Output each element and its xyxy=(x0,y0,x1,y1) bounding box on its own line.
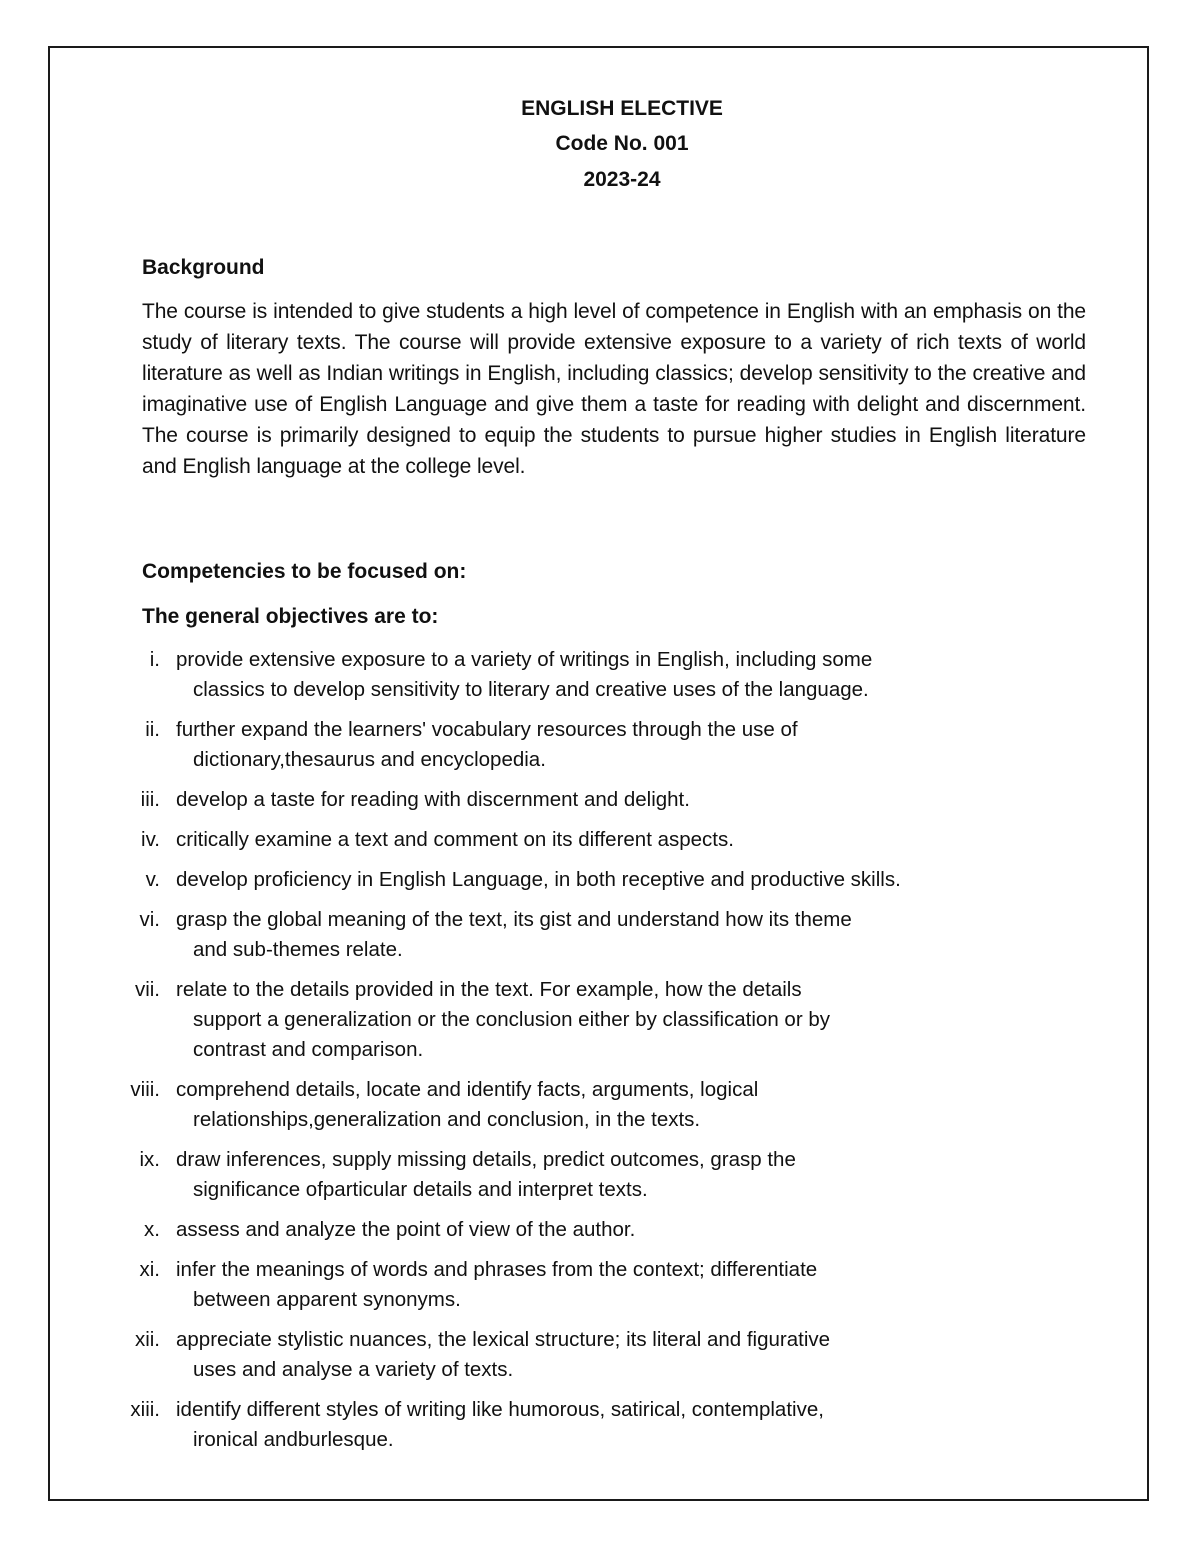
objective-item xyxy=(0,1395,1200,1455)
objective-text xyxy=(176,1215,976,1245)
objective-line: support a generalization or the conclusion either by classification or by xyxy=(193,1008,830,1031)
objective-number: v. xyxy=(145,868,160,891)
objective-number: ii. xyxy=(145,718,160,741)
objective-line: relationships,generalization and conclusion, in the texts. xyxy=(193,1108,701,1131)
objective-number: vi. xyxy=(139,908,160,931)
objective-line: identify different styles of writing like humorous, satirical, contemplative, xyxy=(176,1398,824,1421)
objective-line: provide extensive exposure to a variety of writings in English, including some xyxy=(176,648,873,671)
objective-line: infer the meanings of words and phrases from the context; differentiate xyxy=(176,1258,818,1281)
objective-number: vii. xyxy=(134,978,160,1001)
objective-item xyxy=(0,905,1200,965)
objective-item xyxy=(0,1075,1200,1135)
background-heading: Background xyxy=(142,256,265,279)
objective-item xyxy=(0,1325,1200,1385)
background-paragraph: The course is intended to give students a high level of competence in English with an emphasis on the study of literary texts. The course will provide extensive exposure to a variety of rich texts of world literature as well as Indian writings in English, including classics; develop sensitivity to the creative and imaginative use of English Language and give them a taste for reading with delight and discernment. The course is primarily designed to equip the students to pursue higher studies in English literature and English language at the college level. xyxy=(142,300,1086,478)
objective-item xyxy=(0,645,1200,705)
objective-line: develop proficiency in English Language, in both receptive and productive skills. xyxy=(176,868,901,891)
objective-text xyxy=(176,975,976,1065)
objective-text xyxy=(176,1075,976,1135)
objective-number: xii. xyxy=(134,1328,160,1351)
objective-line: ironical andburlesque. xyxy=(193,1428,394,1451)
objective-text xyxy=(176,645,976,705)
objective-text xyxy=(176,715,976,775)
objective-item xyxy=(0,785,1200,815)
objective-line: further expand the learners' vocabulary resources through the use of xyxy=(176,718,798,741)
objective-line: appreciate stylistic nuances, the lexical structure; its literal and figurative xyxy=(176,1328,831,1351)
objective-line: grasp the global meaning of the text, its gist and understand how its theme xyxy=(176,908,852,931)
objective-number: xi. xyxy=(139,1258,160,1281)
objective-line: assess and analyze the point of view of the author. xyxy=(176,1218,636,1241)
objective-line: comprehend details, locate and identify facts, arguments, logical xyxy=(176,1078,759,1101)
document-title: ENGLISH ELECTIVE xyxy=(521,97,723,120)
objective-line: and sub-themes relate. xyxy=(193,938,403,961)
objective-line: dictionary,thesaurus and encyclopedia. xyxy=(193,748,546,771)
objective-item xyxy=(0,975,1200,1065)
objective-line: relate to the details provided in the text. For example, how the details xyxy=(176,978,802,1001)
objective-item xyxy=(0,1215,1200,1245)
objective-text xyxy=(176,905,976,965)
objective-line: significance ofparticular details and interpret texts. xyxy=(193,1178,648,1201)
objective-text xyxy=(176,1395,976,1455)
objective-number: x. xyxy=(144,1218,160,1241)
objective-line: contrast and comparison. xyxy=(193,1038,424,1061)
objective-item xyxy=(0,1255,1200,1315)
objective-line: between apparent synonyms. xyxy=(193,1288,461,1311)
objective-number: ix. xyxy=(139,1148,160,1171)
objective-line: develop a taste for reading with discernment and delight. xyxy=(176,788,690,811)
objectives-heading: The general objectives are to: xyxy=(142,605,439,628)
objective-text xyxy=(176,865,976,895)
objective-item xyxy=(0,1145,1200,1205)
objective-text xyxy=(176,1145,976,1205)
competencies-heading: Competencies to be focused on: xyxy=(142,560,467,583)
objective-item xyxy=(0,865,1200,895)
objective-line: draw inferences, supply missing details, predict outcomes, grasp the xyxy=(176,1148,796,1171)
objective-text xyxy=(176,825,976,855)
objective-line: uses and analyse a variety of texts. xyxy=(193,1358,514,1381)
objective-item xyxy=(0,825,1200,855)
objective-number: i. xyxy=(149,648,160,671)
objective-number: iii. xyxy=(140,788,160,811)
objective-number: iv. xyxy=(141,828,160,851)
objective-line: classics to develop sensitivity to literary and creative uses of the language. xyxy=(193,678,869,701)
objective-text xyxy=(176,785,976,815)
objective-text xyxy=(176,1325,976,1385)
objective-number: viii. xyxy=(130,1078,160,1101)
objective-line: critically examine a text and comment on its different aspects. xyxy=(176,828,734,851)
objectives-list xyxy=(0,645,1200,1465)
objective-number: xiii. xyxy=(130,1398,160,1421)
code-number: Code No. 001 xyxy=(555,132,689,155)
objective-item xyxy=(0,715,1200,775)
objective-text xyxy=(176,1255,976,1315)
academic-year: 2023-24 xyxy=(583,168,661,191)
